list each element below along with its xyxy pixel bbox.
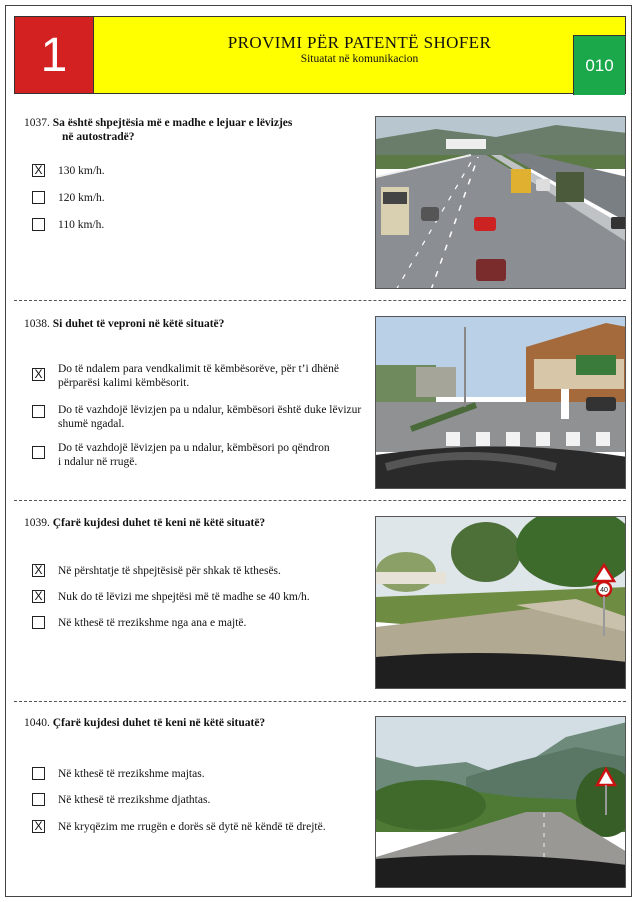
answer-option[interactable] [32,616,246,630]
section-divider [14,500,626,501]
answer-option[interactable] [32,793,210,807]
section-divider [14,701,626,702]
section-divider [14,300,626,301]
chapter-number: 1 [15,17,94,93]
answer-label: 110 km/h. [58,219,105,231]
answer-option[interactable] [32,191,105,205]
answer-label: Do të ndalem para vendkalimit të këmbësorëve, për t’i dhënë [58,363,340,375]
answer-checkbox[interactable]: X [32,368,45,381]
question-text: 1038. Si duhet të veproni në këtë situatë? [24,318,225,330]
answer-checkbox[interactable] [32,191,45,204]
answer-label: Do të vazhdojë lëvizjen pa u ndalur, këmbësori po qëndron [58,442,330,454]
answer-label: Në përshtatje të shpejtësisë për shkak të kthesës. [58,565,281,577]
answer-label: Në kthesë të rrezikshme djathtas. [58,794,211,806]
answer-option[interactable]: X Do të ndalem para vendkalimit të këmbësorëve, për t’i dhënë përparësi kalimi këmbësorit. [32,362,339,390]
answer-option[interactable] [32,590,310,604]
answer-option[interactable] [32,564,281,578]
question-text: 1039. Çfarë kujdesi duhet të keni në këtë situatë? [24,517,266,529]
answer-checkbox[interactable] [32,218,45,231]
answer-checkbox[interactable] [32,793,45,806]
curve-road-photo [375,516,626,689]
crosswalk-photo [375,316,626,489]
answer-checkbox[interactable]: X [32,564,45,577]
question-number: 1039. [24,517,50,529]
speed-limit-sign-text: 40 [600,587,608,594]
header-title-area [94,17,625,93]
answer-label: 130 km/h. [58,165,105,177]
answer-label: 120 km/h. [58,192,105,204]
question-number: 1038. [24,318,50,330]
answer-label: Në kthesë të rrezikshme nga ana e majtë. [58,617,247,629]
question-number: 1037. [24,117,50,129]
answer-option[interactable] [32,767,205,781]
answer-option[interactable] [32,820,326,834]
answer-checkbox[interactable]: X [32,820,45,833]
answer-label: Nuk do të lëvizi me shpejtësi më të madhe se 40 km/h. [58,591,310,603]
answer-option[interactable] [32,218,104,232]
question-number: 1040. [24,717,50,729]
answer-label: Do të vazhdojë lëvizjen pa u ndalur, këmbësori është duke lëvizur [58,404,362,416]
page-code: 010 [573,35,625,95]
question-text: 1040. Çfarë kujdesi duhet të keni në këtë situatë? [24,717,266,729]
answer-checkbox[interactable] [32,767,45,780]
answer-label: Në kthesë të rrezikshme majtas. [58,768,205,780]
answer-label: Në kryqëzim me rrugën e dorës së dytë në këndë të drejtë. [58,821,326,833]
answer-option[interactable] [32,164,105,178]
answer-checkbox[interactable] [32,616,45,629]
highway-photo [375,116,626,289]
answer-checkbox[interactable] [32,405,45,418]
answer-checkbox[interactable] [32,446,45,459]
exam-header [14,16,626,94]
mountain-road-photo [375,716,626,888]
page-subtitle: Situatat në komunikacion [300,53,419,65]
answer-option[interactable]: Do të vazhdojë lëvizjen pa u ndalur, këmbësori është duke lëvizur shumë ngadal. [32,403,361,431]
answer-option[interactable]: Do të vazhdojë lëvizjen pa u ndalur, këmbësori po qëndron i ndalur në rrugë. [32,441,330,469]
answer-checkbox[interactable]: X [32,164,45,177]
page-title: PROVIMI PËR PATENTË SHOFER [227,33,492,52]
answer-checkbox[interactable]: X [32,590,45,603]
question-text: 1037. Sa është shpejtësia më e madhe e lejuar e lëvizjes në autostradë? [24,117,293,143]
